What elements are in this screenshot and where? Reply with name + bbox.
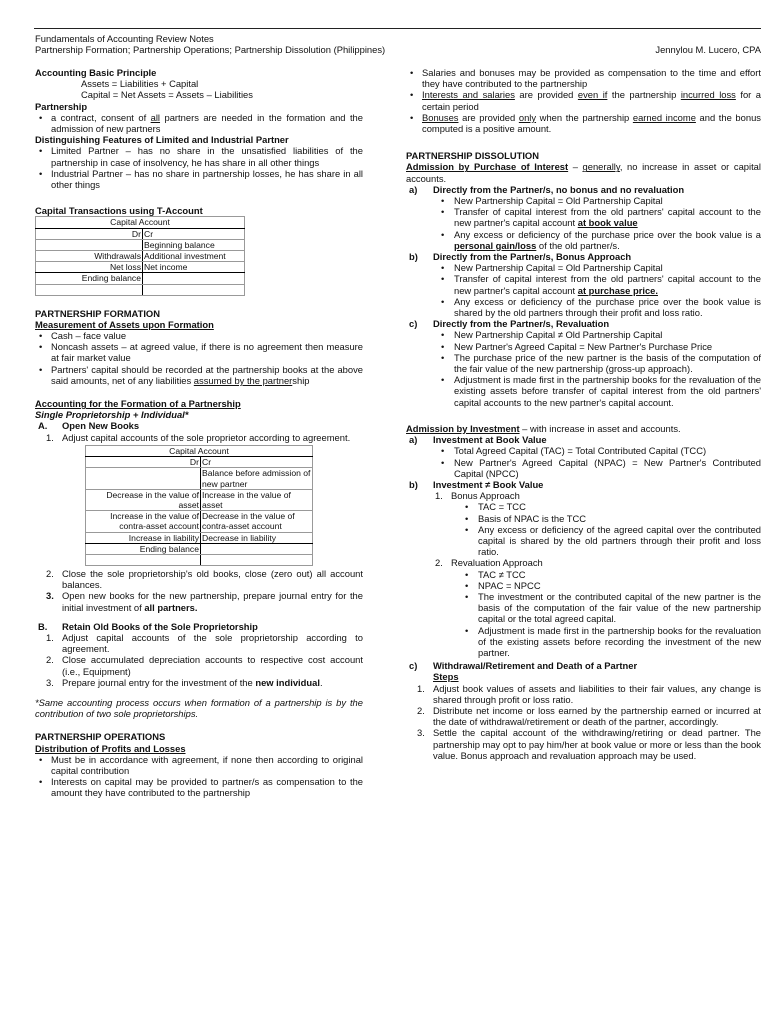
list-item: 2. Distribute net income or loss earned by the partnership earned or incurred at the date of withdrawal/retirement or death of the partner, accordingly. [417, 704, 761, 728]
list-item: 1. Adjust book values of assets and liabilities to their fair values, any change is shared through profit or loss ratio. [417, 682, 761, 705]
list-item: • Noncash assets – at agreed value, if there is no agreement then measure at fair market value [35, 341, 363, 363]
left-column [35, 67, 363, 799]
list-item: • New Partner's Agreed Capital = New Partner's Purchase Price [406, 341, 761, 352]
acc-a-list [35, 420, 363, 431]
po-title: PARTNERSHIP OPERATIONS [35, 731, 166, 743]
list-item: 1. Adjust capital accounts of the sole proprietor according to agreement. [46, 431, 351, 443]
inv-b-approaches-2 [406, 557, 761, 568]
list-item: • Interests on capital may be provided to partner/s as compensation to the amount they have contributed to the partnership [35, 776, 363, 798]
abp-eq2: Capital = Net Assets = Assets – Liabilities [81, 89, 253, 101]
list-item: • Industrial Partner – has no share in partnership losses, he has share in all other things [35, 168, 363, 190]
po-list [35, 754, 363, 799]
acc-title: Accounting for the Formation of a Partnership [35, 398, 241, 410]
list-item: • TAC = TCC [430, 501, 761, 512]
acc-sub: Single Proprietorship + Individual* [35, 409, 189, 421]
list-item: • Adjustment is made first in the partnership books for the revaluation of the existing assets before recording the investment of the new partner. [430, 625, 761, 659]
right-column [406, 67, 761, 761]
list-item: • New Partnership Capital = Old Partnership Capital [406, 195, 761, 206]
partnership-list [35, 112, 363, 134]
list-item: • The investment or the contributed capital of the new partner is the basis of the computation of the fair value of the new partnership capital or the total agreed capital. [430, 591, 761, 625]
list-item: b) Investment ≠ Book Value [409, 478, 544, 490]
list-item: • Limited Partner – has no share in the unsatisfied liabilities of the partnership in case of insolvency, he has share in all other things [35, 145, 363, 167]
list-item: • Bonuses are provided only when the partnership earned income and the bonus computed is a positive amount. [406, 112, 761, 134]
list-item: • Total Agreed Capital (TAC) = Total Contributed Capital (TCC) [406, 445, 761, 456]
inv-c-steps [406, 683, 761, 761]
acc-b-list [35, 621, 363, 632]
pd-title: PARTNERSHIP DISSOLUTION [406, 150, 539, 162]
pf-measure-title: Measurement of Assets upon Formation [35, 318, 214, 330]
list-item: a) Directly from the Partner/s, no bonus and no revaluation [409, 183, 685, 195]
list-item: 2. Close the sole proprietorship's old books, close (zero out) all account balances. [46, 567, 363, 591]
list-item: • TAC ≠ TCC [430, 569, 761, 580]
inv-b-approaches [406, 490, 761, 501]
t-account-table: Capital Account Dr Cr Beginning balance Withdrawals Additional investment Net loss Net income Ending balance [35, 216, 245, 295]
list-item: • Transfer of capital interest from the old partners' capital account to the new partner's capital account at book value [406, 206, 761, 228]
ct-title: Capital Transactions using T-Account [35, 205, 203, 217]
inv-b2-list [406, 569, 761, 659]
pf-list [35, 330, 363, 386]
acc-a-steps [35, 432, 363, 443]
pd-c [406, 318, 761, 329]
inv-b [406, 479, 761, 490]
pd-b-list [406, 262, 761, 318]
list-item: B. Retain Old Books of the Sole Proprietorship [38, 620, 258, 632]
list-item: • Basis of NPAC is the TCC [430, 513, 761, 524]
abp-title: Accounting Basic Principle [35, 67, 157, 78]
t-account-table-2: Capital Account Dr Cr Balance before admission of new partner Decrease in the value of asset Increase in the value of asset Increase in the value of contra-asset account Decrease in the value of contra-asset account Increase in liability Decrease in liability Ending balance [85, 445, 313, 566]
list-item: c) Withdrawal/Retirement and Death of a Partner [409, 660, 638, 672]
list-item: • Interests and salaries are provided even if the partnership incurred loss for a certain period [406, 89, 761, 111]
header-author: Jennylou M. Lucero, CPA [655, 44, 761, 55]
list-item: • Any excess or deficiency of the agreed capital over the contributed capital is shared by the old partners through their profit and loss ratio. [430, 524, 761, 558]
dist-list [35, 145, 363, 190]
list-item: 1. Bonus Approach [435, 490, 520, 502]
list-item: b) Directly from the Partner/s, Bonus Approach [409, 251, 632, 263]
acc-b-steps [35, 632, 363, 688]
list-item: • New Partner's Agreed Capital (NPAC) = New Partner's Contributed Capital (NPCC) [406, 457, 761, 479]
pd-admission-purchase: Admission by Purchase of Interest – generally, no increase in asset or capital accounts. [406, 161, 761, 184]
dist-title: Distinguishing Features of Limited and Industrial Partner [35, 134, 289, 146]
t-account-header: Capital Account [36, 217, 245, 228]
pd-a-list [406, 195, 761, 251]
abp-eq1: Assets = Liabilities + Capital [81, 78, 199, 90]
list-item: • The purchase price of the new partner is the basis of the computation of the fair value of the new partnership (gross-up approach). [406, 352, 761, 374]
list-item: • Adjustment is made first in the partnership books for the revaluation of the existing assets before transfer of capital interest from the old partners' capital accounts to the new partner's capital account. [406, 374, 761, 408]
pd-c-list [406, 329, 761, 407]
list-item: • New Partnership Capital ≠ Old Partnership Capital [406, 329, 761, 340]
inv-a-list [406, 445, 761, 479]
pd-a [406, 184, 761, 195]
t-account-header: Capital Account [86, 445, 313, 456]
inv-a [406, 434, 761, 445]
header-title: Fundamentals of Accounting Review Notes [35, 33, 214, 44]
inv-heading: Admission by Investment – with increase in asset and accounts. [406, 422, 681, 434]
list-item: c) Directly from the Partner/s, Revaluation [409, 318, 610, 330]
list-item: 3. Prepare journal entry for the investment of the new individual. [46, 676, 323, 688]
acc-a-steps-2 [35, 568, 363, 613]
partnership-title: Partnership [35, 100, 88, 112]
list-item: • Any excess or deficiency of the purchase price over the book value is a personal gain/loss of the old partner/s. [406, 229, 761, 251]
list-item: • Cash – face value [35, 330, 363, 341]
header-rule [34, 28, 761, 29]
inv-b1-list [406, 501, 761, 557]
list-item: 3. Settle the capital account of the withdrawing/retiring or dead partner. The partnership may opt to pay him/her at book value or more or less than the book value. Bonus approach and revaluation approach may be used. [417, 727, 761, 761]
po-list-cont [406, 67, 761, 134]
list-item: A. Open New Books [38, 420, 140, 432]
list-item: 1. Adjust capital accounts of the sole proprietorship according to agreement. [46, 631, 363, 655]
list-item: • Must be in accordance with agreement, if none then according to original capital contribution [35, 754, 363, 776]
list-item: 3. Open new books for the new partnership, prepare journal entry for the initial investment of all partners. [46, 590, 363, 613]
po-dist-title: Distribution of Profits and Losses [35, 742, 186, 754]
formation-note: *Same accounting process occurs when formation of a partnership is by the contribution of two sole proprietorships. [35, 696, 363, 720]
list-item: a) Investment at Book Value [409, 434, 547, 446]
pf-title: PARTNERSHIP FORMATION [35, 307, 160, 319]
list-item: • Transfer of capital interest from the old partners' capital account to the new partner's capital account at purchase price. [406, 273, 761, 295]
list-item: • Partners' capital should be recorded at the partnership books at the above said amounts, net of any liabilities assumed by the partnership [35, 364, 363, 386]
list-item: • New Partnership Capital = Old Partnership Capital [406, 262, 761, 273]
steps-label: Steps [433, 671, 459, 683]
list-item: 2. Revaluation Approach [435, 557, 543, 569]
header-subtitle: Partnership Formation; Partnership Operations; Partnership Dissolution (Philippines) [35, 44, 386, 55]
list-item: • a contract, consent of all partners are needed in the formation and the admission of new partners [35, 112, 363, 134]
list-item: 2. Close accumulated depreciation accounts to respective cost account (i.e., Equipment) [46, 654, 363, 677]
list-item: • Salaries and bonuses may be provided as compensation to the time and effort they have contributed to the partnership [406, 67, 761, 89]
list-item: • Any excess or deficiency of the purchase price over the book value is shared by the old partners through their profit and loss ratio. [406, 296, 761, 318]
pd-b [406, 251, 761, 262]
list-item: • NPAC = NPCC [430, 580, 761, 591]
inv-c [406, 660, 761, 671]
